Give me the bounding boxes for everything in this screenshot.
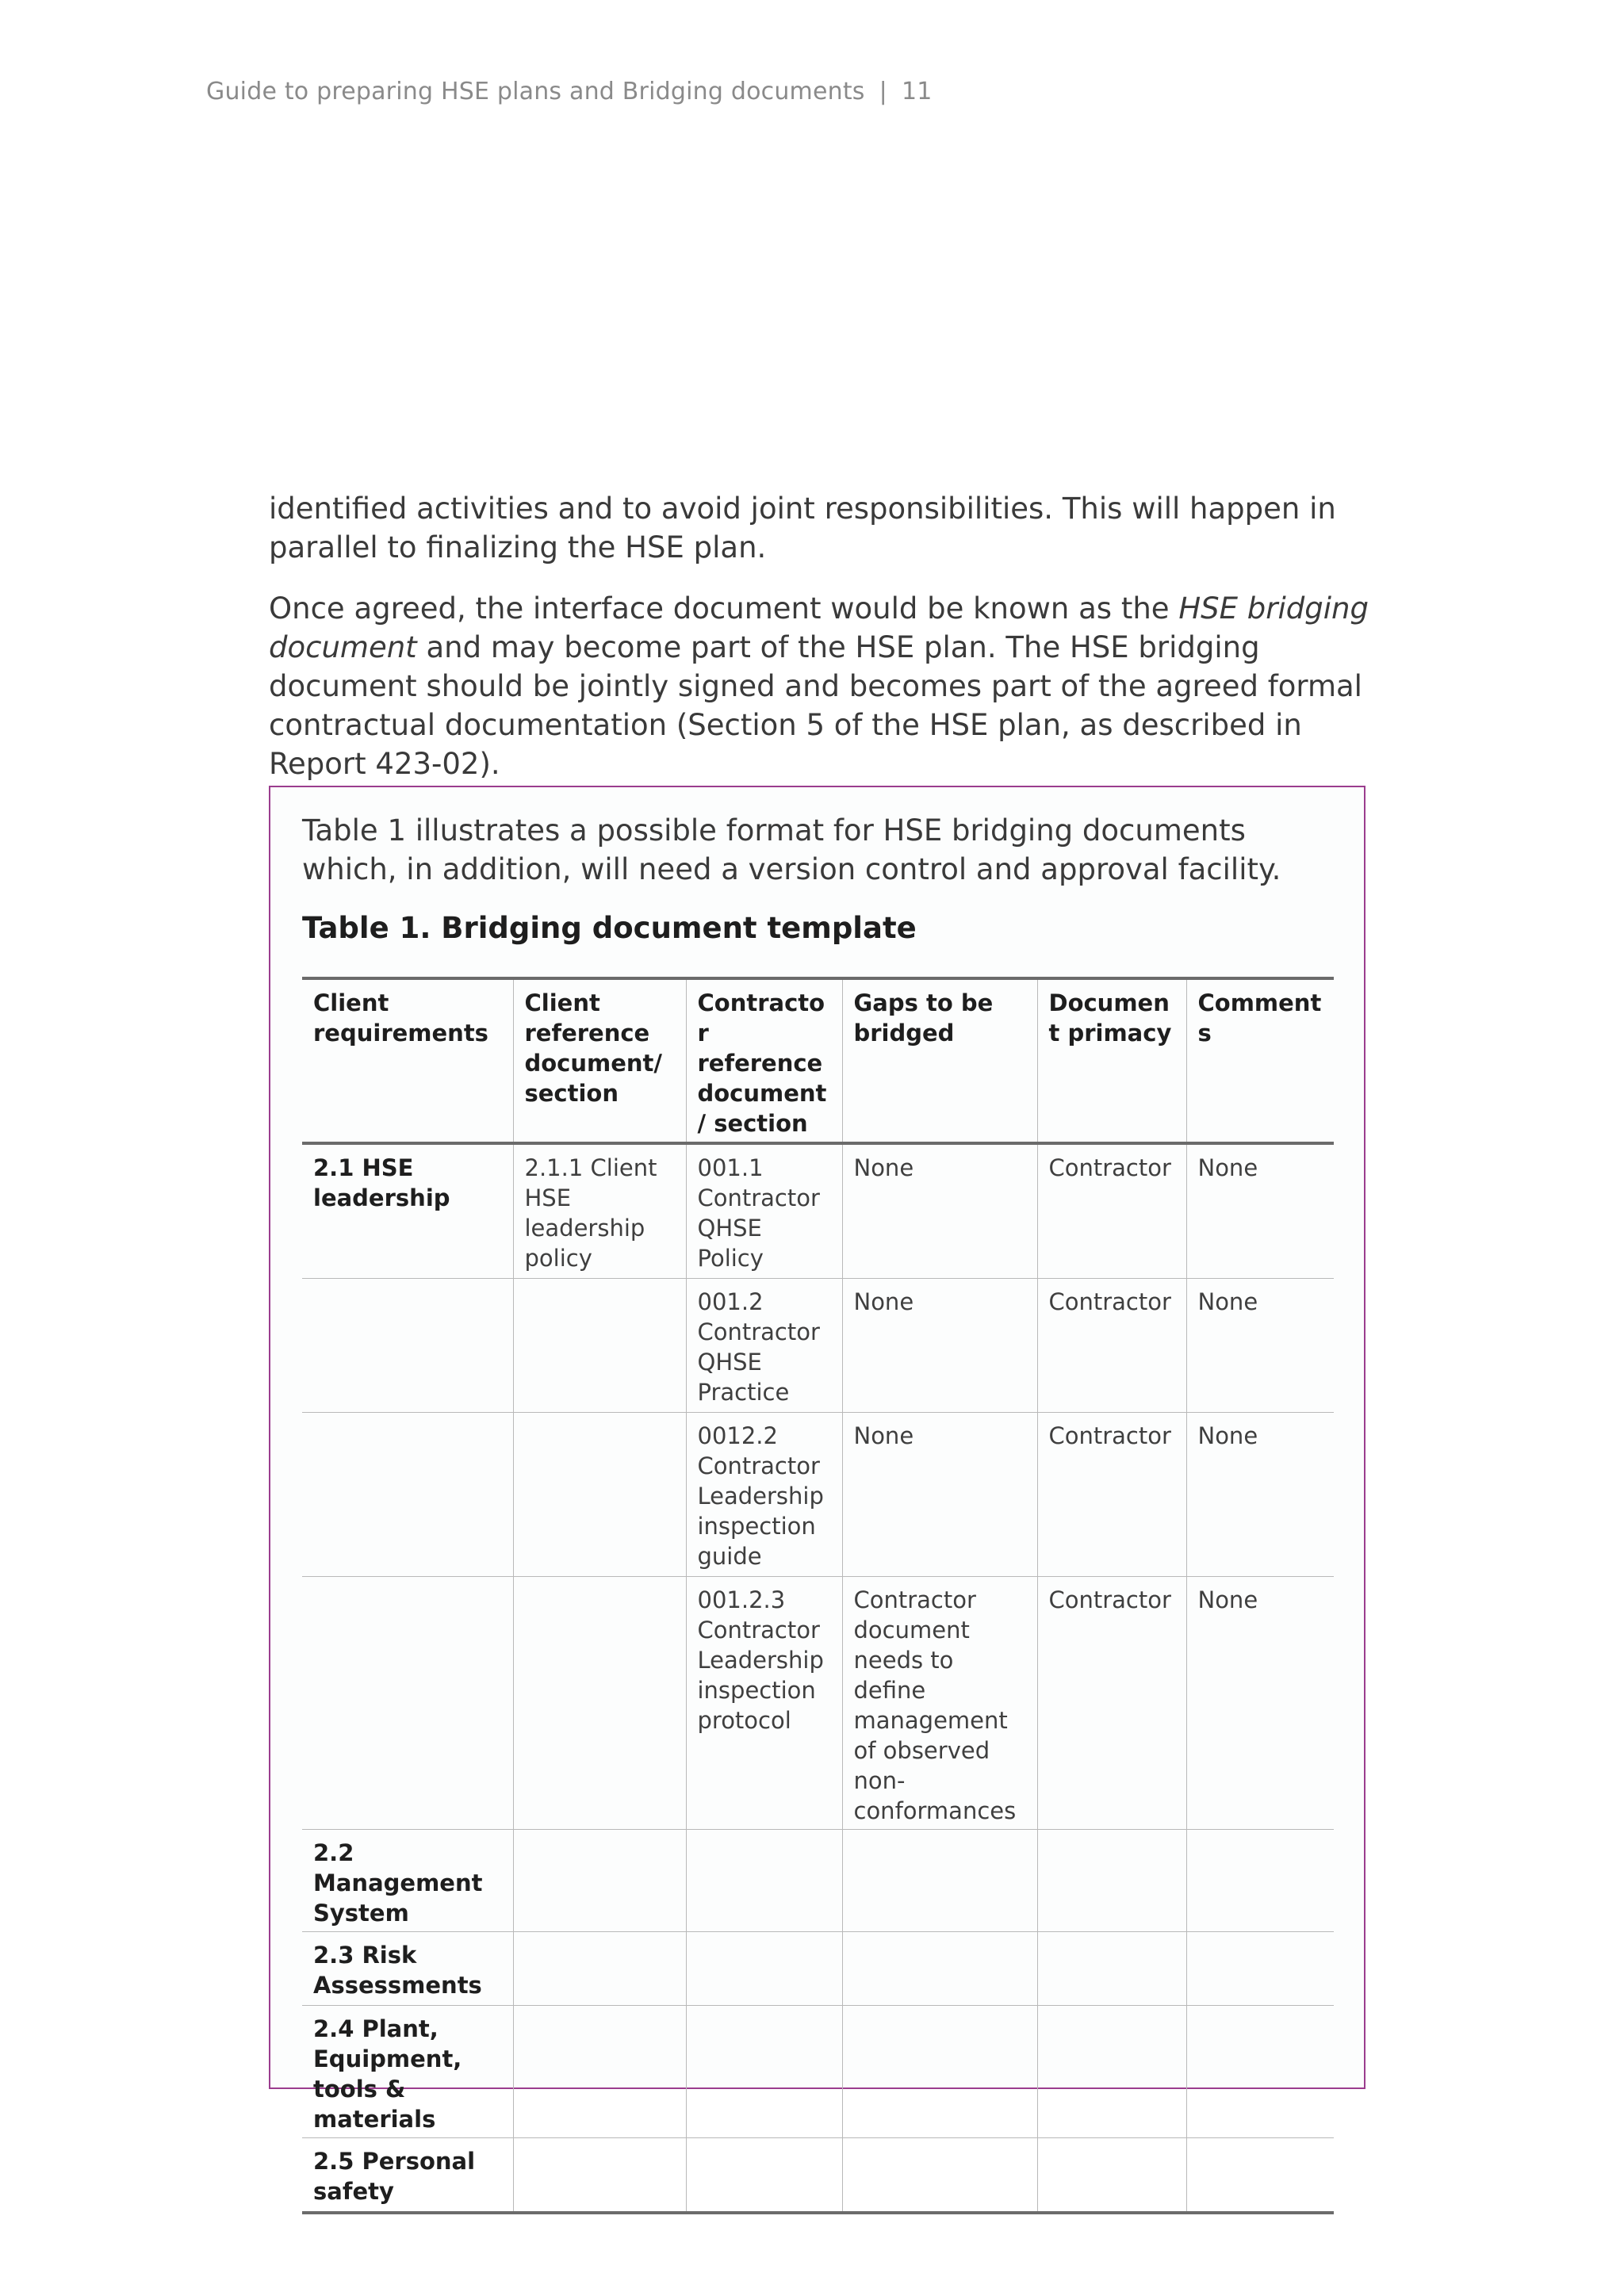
table-cell: 001.2 Contractor QHSE Practice [686,1279,842,1413]
table-cell [302,1577,513,1830]
body-paragraph-1: identified activities and to avoid joint responsibilities. This will happen in parallel to finalizing the HSE plan. [269,492,1336,564]
table-cell [686,2006,842,2138]
bridging-document-table [302,977,1334,2214]
table-cell [513,1830,686,1932]
table-cell: 2.4 Plant, Equipment, tools & materials [302,2006,513,2138]
table-row [302,1279,1334,1413]
table-cell: None [1186,1577,1334,1830]
table-cell [1186,1830,1334,1932]
table-title: Table 1. Bridging document template [302,911,917,945]
table-cell [513,1932,686,2006]
table-cell [1186,2006,1334,2138]
table-cell: None [842,1413,1037,1577]
table-cell: Contractor document needs to define management of observed non-conformances [842,1577,1037,1830]
table-cell: Contractor [1037,1279,1186,1413]
table-callout-box [269,786,1365,2205]
table-cell: None [842,1279,1037,1413]
table-cell [302,1413,513,1577]
table-row [302,2138,1334,2214]
table-cell: 001.1 Contractor QHSE Policy [686,1143,842,1279]
column-header: Client reference document/ section [513,978,686,1143]
table-row [302,1830,1334,1932]
column-header: Document primacy [1037,978,1186,1143]
table-cell [686,1830,842,1932]
table-cell: Contractor [1037,1577,1186,1830]
paragraph-text: Once agreed, the interface document would be known as the [269,591,1179,626]
table-cell: 2.1 HSE leadership [302,1143,513,1279]
body-paragraph-2 [269,589,1371,783]
table-cell [513,1413,686,1577]
table-cell: Contractor [1037,1143,1186,1279]
table-cell [513,1279,686,1413]
table-cell [1186,2138,1334,2214]
table-row [302,1577,1334,1830]
table-cell [842,1830,1037,1932]
table-cell [1037,1932,1186,2006]
table-cell: 001.2.3 Contractor Leadership inspection protocol [686,1577,842,1830]
document-title: Guide to preparing HSE plans and Bridging documents [206,78,865,105]
table-cell [842,2138,1037,2214]
table-cell: None [1186,1143,1334,1279]
table-row [302,2006,1334,2138]
table-row [302,1932,1334,2006]
table-cell: None [1186,1279,1334,1413]
table-cell: 2.5 Personal safety [302,2138,513,2214]
running-header [206,78,933,105]
table-cell [1037,1830,1186,1932]
italic-term: HSE bridging document [269,591,1369,664]
table-cell [513,2138,686,2214]
table-cell: 2.3 Risk Assessments [302,1932,513,2006]
table-cell [686,1932,842,2006]
table-cell [513,1577,686,1830]
table-cell [1037,2006,1186,2138]
paragraph-text: and may become part of the HSE plan. The HSE bridging document should be jointly signed and becomes part of the agreed formal contractual documentation (Section 5 of the HSE plan, as described in Report 423-02). [269,630,1362,781]
table-row [302,1413,1334,1577]
column-header: Contractor reference document/ section [686,978,842,1143]
callout-intro-text: Table 1 illustrates a possible format for HSE bridging documents which, in addition, will need a version control and approval facility. [302,813,1281,886]
table-cell: 2.2 Management System [302,1830,513,1932]
table-header-row [302,978,1334,1143]
table-row [302,1143,1334,1279]
table-cell: None [1186,1413,1334,1577]
table-cell: 0012.2 Contractor Leadership inspection guide [686,1413,842,1577]
column-header: Gaps to be bridged [842,978,1037,1143]
table-cell [842,2006,1037,2138]
table-cell: 2.1.1 Client HSE leadership policy [513,1143,686,1279]
column-header: Comments [1186,978,1334,1143]
column-header: Client requirements [302,978,513,1143]
page-number: 11 [901,78,933,105]
table-cell [1037,2138,1186,2214]
table-cell [513,2006,686,2138]
table-cell: Contractor [1037,1413,1186,1577]
table-cell [302,1279,513,1413]
table-cell [1186,1932,1334,2006]
table-cell: None [842,1143,1037,1279]
table-cell [686,2138,842,2214]
table-cell [842,1932,1037,2006]
header-separator: | [879,78,887,105]
